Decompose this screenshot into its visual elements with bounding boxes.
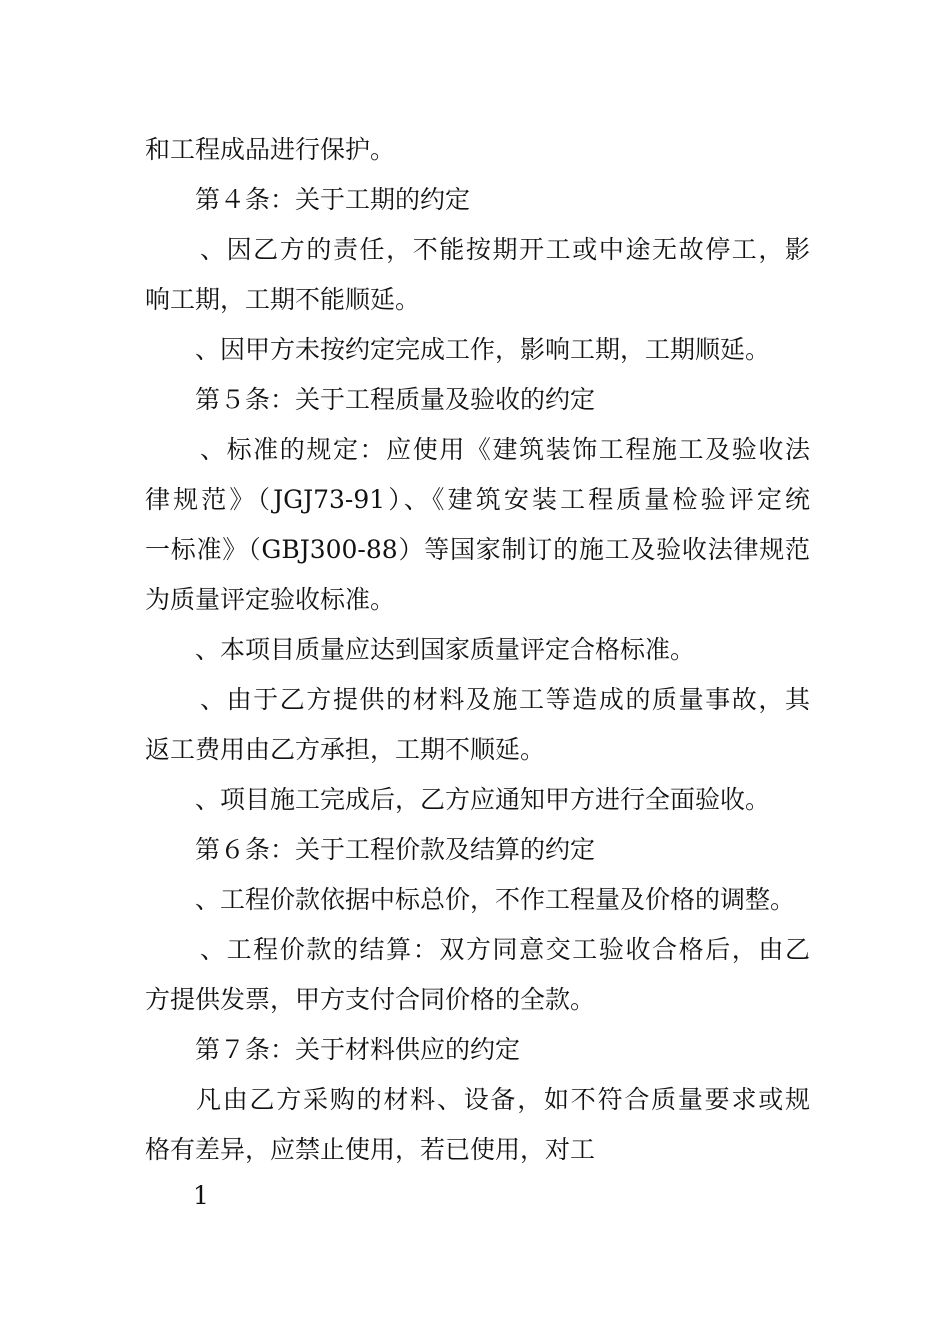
paragraph-line: 、因乙方的责任，不能按期开工或中途无故停工，影 [200,235,810,264]
paragraph-line: 格有差异，应禁止使用，若已使用，对工 [145,1135,596,1164]
paragraph-line: 、工程价款的结算：双方同意交工验收合格后，由乙 [200,935,810,964]
paragraph-line: 、因甲方未按约定完成工作，影响工期，工期顺延。 [195,335,771,364]
section-heading-6: 第６条：关于工程价款及结算的约定 [195,835,596,864]
paragraph-line: 一标准》（GBJ300-88）等国家制订的施工及验收法律规范 [145,535,810,564]
paragraph-line: 、由于乙方提供的材料及施工等造成的质量事故，其 [200,685,810,714]
paragraph-line: 、工程价款依据中标总价，不作工程量及价格的调整。 [195,885,796,914]
paragraph-line: 返工费用由乙方承担，工期不顺延。 [145,735,546,764]
paragraph-line: 方提供发票，甲方支付合同价格的全款。 [145,985,596,1014]
paragraph-line: 响工期，工期不能顺延。 [145,285,421,314]
paragraph-line: 、本项目质量应达到国家质量评定合格标准。 [195,635,696,664]
section-heading-7: 第７条：关于材料供应的约定 [195,1035,521,1064]
paragraph-line: 、项目施工完成后，乙方应通知甲方进行全面验收。 [195,785,771,814]
paragraph-line: 律规范》（JGJ73-91）、《建筑安装工程质量检验评定统 [145,485,810,514]
section-heading-5: 第５条：关于工程质量及验收的约定 [195,385,596,414]
paragraph-line: 、标准的规定：应使用《建筑装饰工程施工及验收法 [200,435,810,464]
paragraph-line: 和工程成品进行保护。 [145,135,396,164]
paragraph-line: 为质量评定验收标准。 [145,585,396,614]
paragraph-line: 凡由乙方采购的材料、设备，如不符合质量要求或规 [196,1085,810,1114]
page-number: 1 [193,1181,209,1210]
section-heading-4: 第４条：关于工期的约定 [195,185,471,214]
